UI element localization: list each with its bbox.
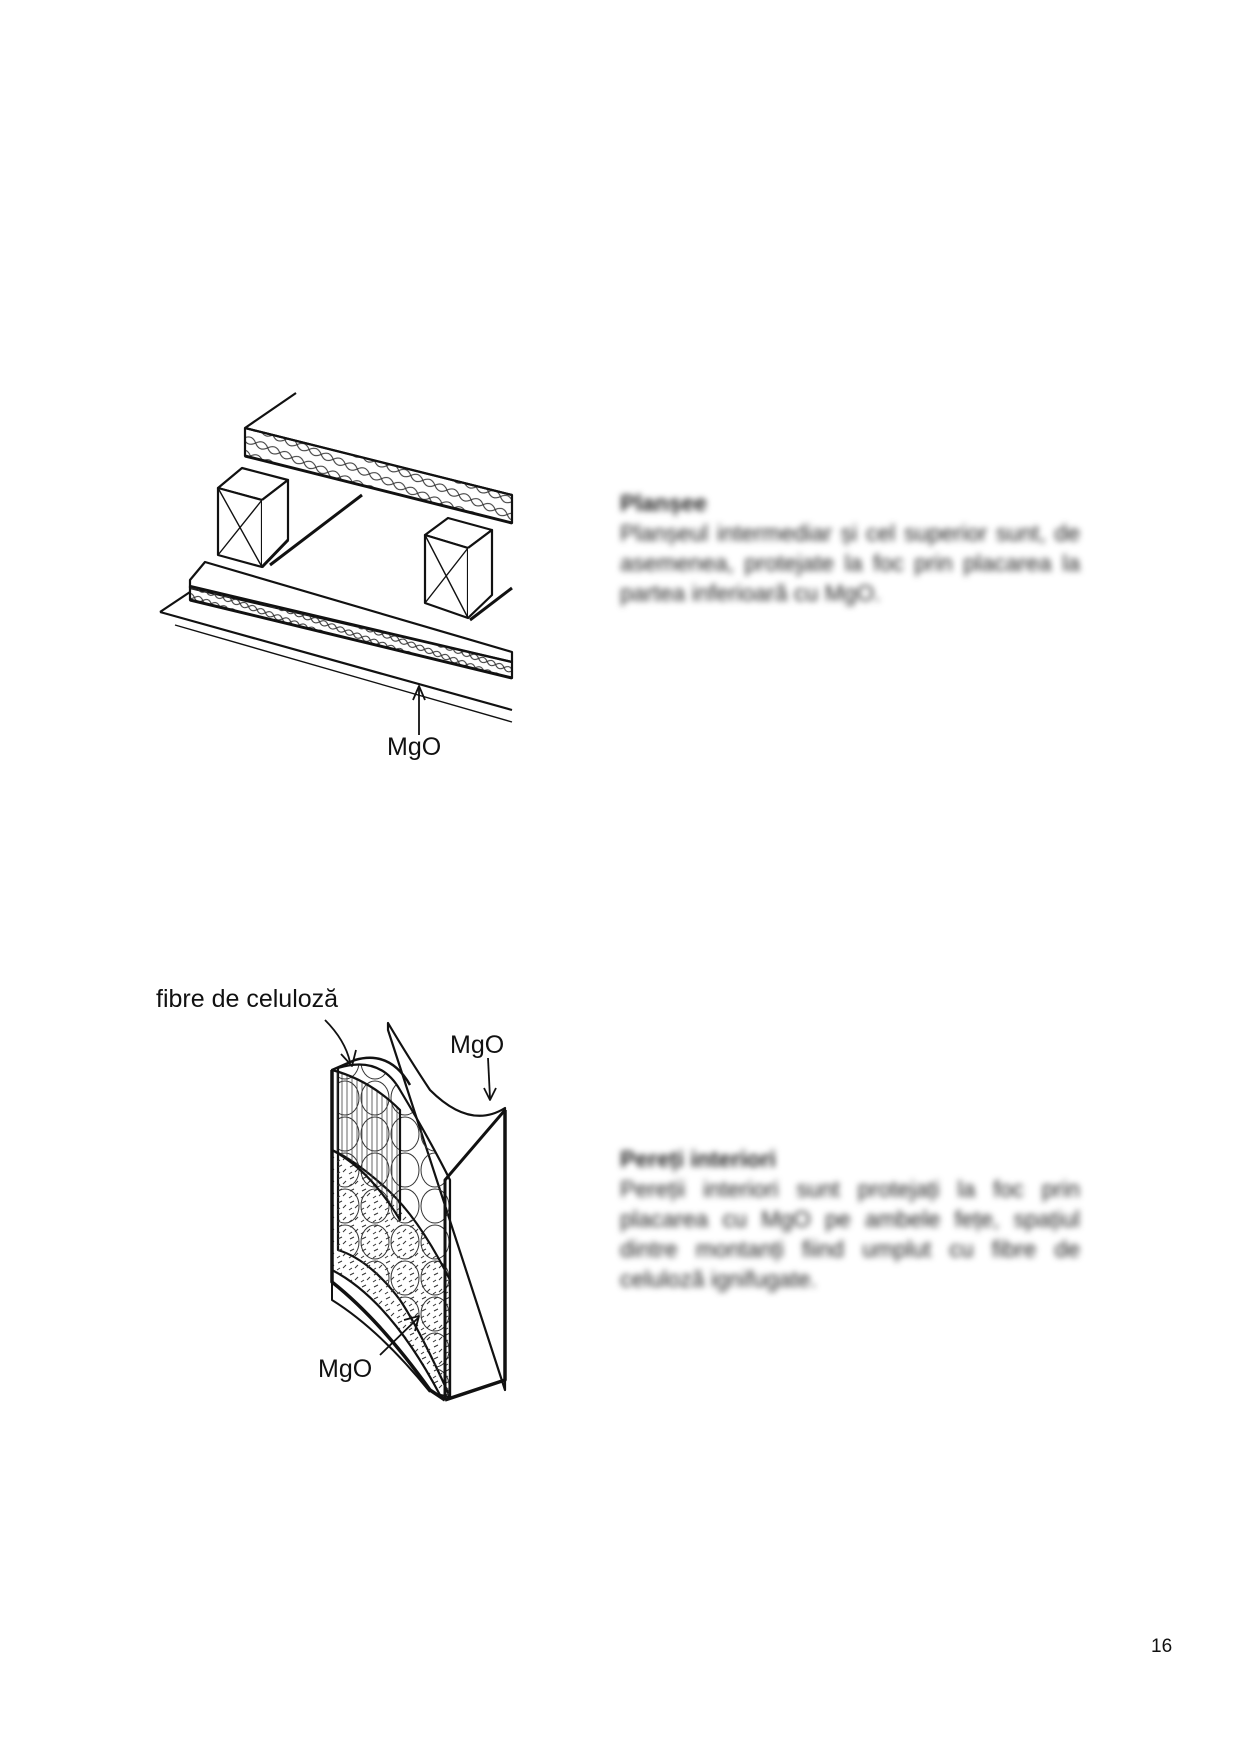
floor-section-illustration — [150, 385, 520, 725]
wall-description — [620, 1144, 1080, 1294]
floor-heading: Planșee — [620, 490, 707, 516]
wall-section-illustration — [300, 1010, 530, 1410]
floor-mgo-label: MgO — [387, 733, 442, 761]
floor-description — [620, 488, 1080, 608]
floor-body: Planșeul intermediar și cel superior sunt, de asemenea, protejate la foc prin placarea la partea inferioară cu MgO. — [620, 520, 1080, 606]
cellulose-arrow — [325, 1020, 350, 1062]
wall-body: Pereții interiori sunt protejați la foc prin placarea cu MgO pe ambele fețe, spațiul dintre montanți fiind umplut cu fibre de celuloză ignifugate. — [620, 1176, 1080, 1292]
page-number: 16 — [1151, 1636, 1173, 1657]
mgo-top-arrow — [488, 1058, 490, 1098]
wall-mgo-top-label: MgO — [450, 1031, 505, 1059]
cellulose-label: fibre de celuloză — [156, 985, 339, 1013]
wall-heading: Pereți interiori — [620, 1146, 776, 1172]
wall-mgo-bottom-label: MgO — [318, 1355, 373, 1383]
